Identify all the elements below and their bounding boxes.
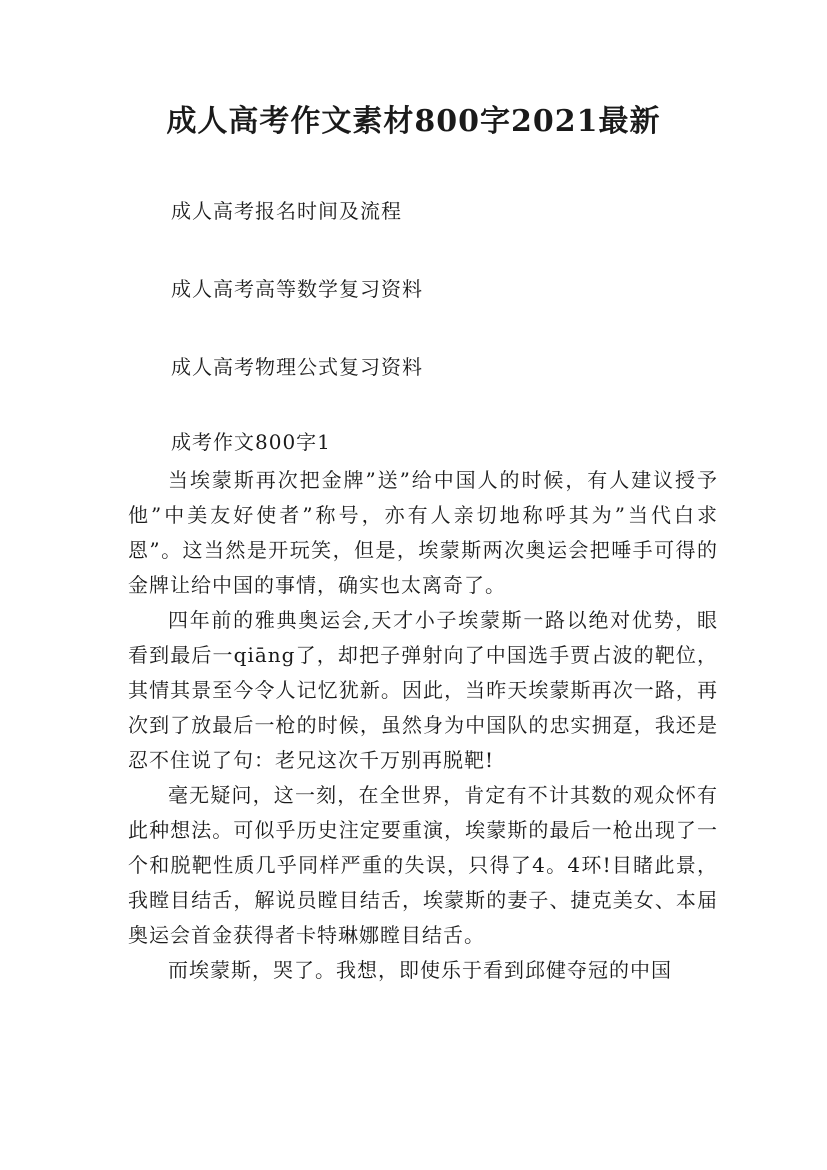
article-body [128,463,718,988]
paragraph-4: 而埃蒙斯，哭了。我想，即使乐于看到邱健夺冠的中国 [168,958,672,982]
related-link-math[interactable]: 成人高考高等数学复习资料 [171,277,423,301]
page-title: 成人高考作文素材800字2021最新 [166,104,661,139]
related-link-registration[interactable]: 成人高考报名时间及流程 [171,199,402,223]
paragraph-2: 四年前的雅典奥运会,天才小子埃蒙斯一路以绝对优势，眼看到最后一qiāng了，却把子弹射向了中国选手贾占波的靶位，其情其景至今令人记忆犹新。因此，当昨天埃蒙斯再次一路，再次到了放最后一枪的时候，虽然身为中国队的忠实拥趸，我还是忍不住说了句：老兄这次千万别再脱靶! [128,608,718,772]
section-heading: 成考作文800字1 [171,430,331,454]
paragraph-3: 毫无疑问，这一刻，在全世界，肯定有不计其数的观众怀有此种想法。可似乎历史注定要重演，埃蒙斯的最后一枪出现了一个和脱靶性质几乎同样严重的失误，只得了4。4环!目睹此景，我瞠目结舌，解说员瞠目结舌，埃蒙斯的妻子、捷克美女、本届奥运会首金获得者卡特琳娜瞠目结舌。 [128,783,718,947]
paragraph-1: 当埃蒙斯再次把金牌”送”给中国人的时候，有人建议授予他”中美友好使者”称号，亦有人亲切地称呼其为”当代白求恩”。这当然是开玩笑，但是，埃蒙斯两次奥运会把唾手可得的金牌让给中国的事情，确实也太离奇了。 [128,468,718,597]
related-link-physics[interactable]: 成人高考物理公式复习资料 [171,355,423,379]
